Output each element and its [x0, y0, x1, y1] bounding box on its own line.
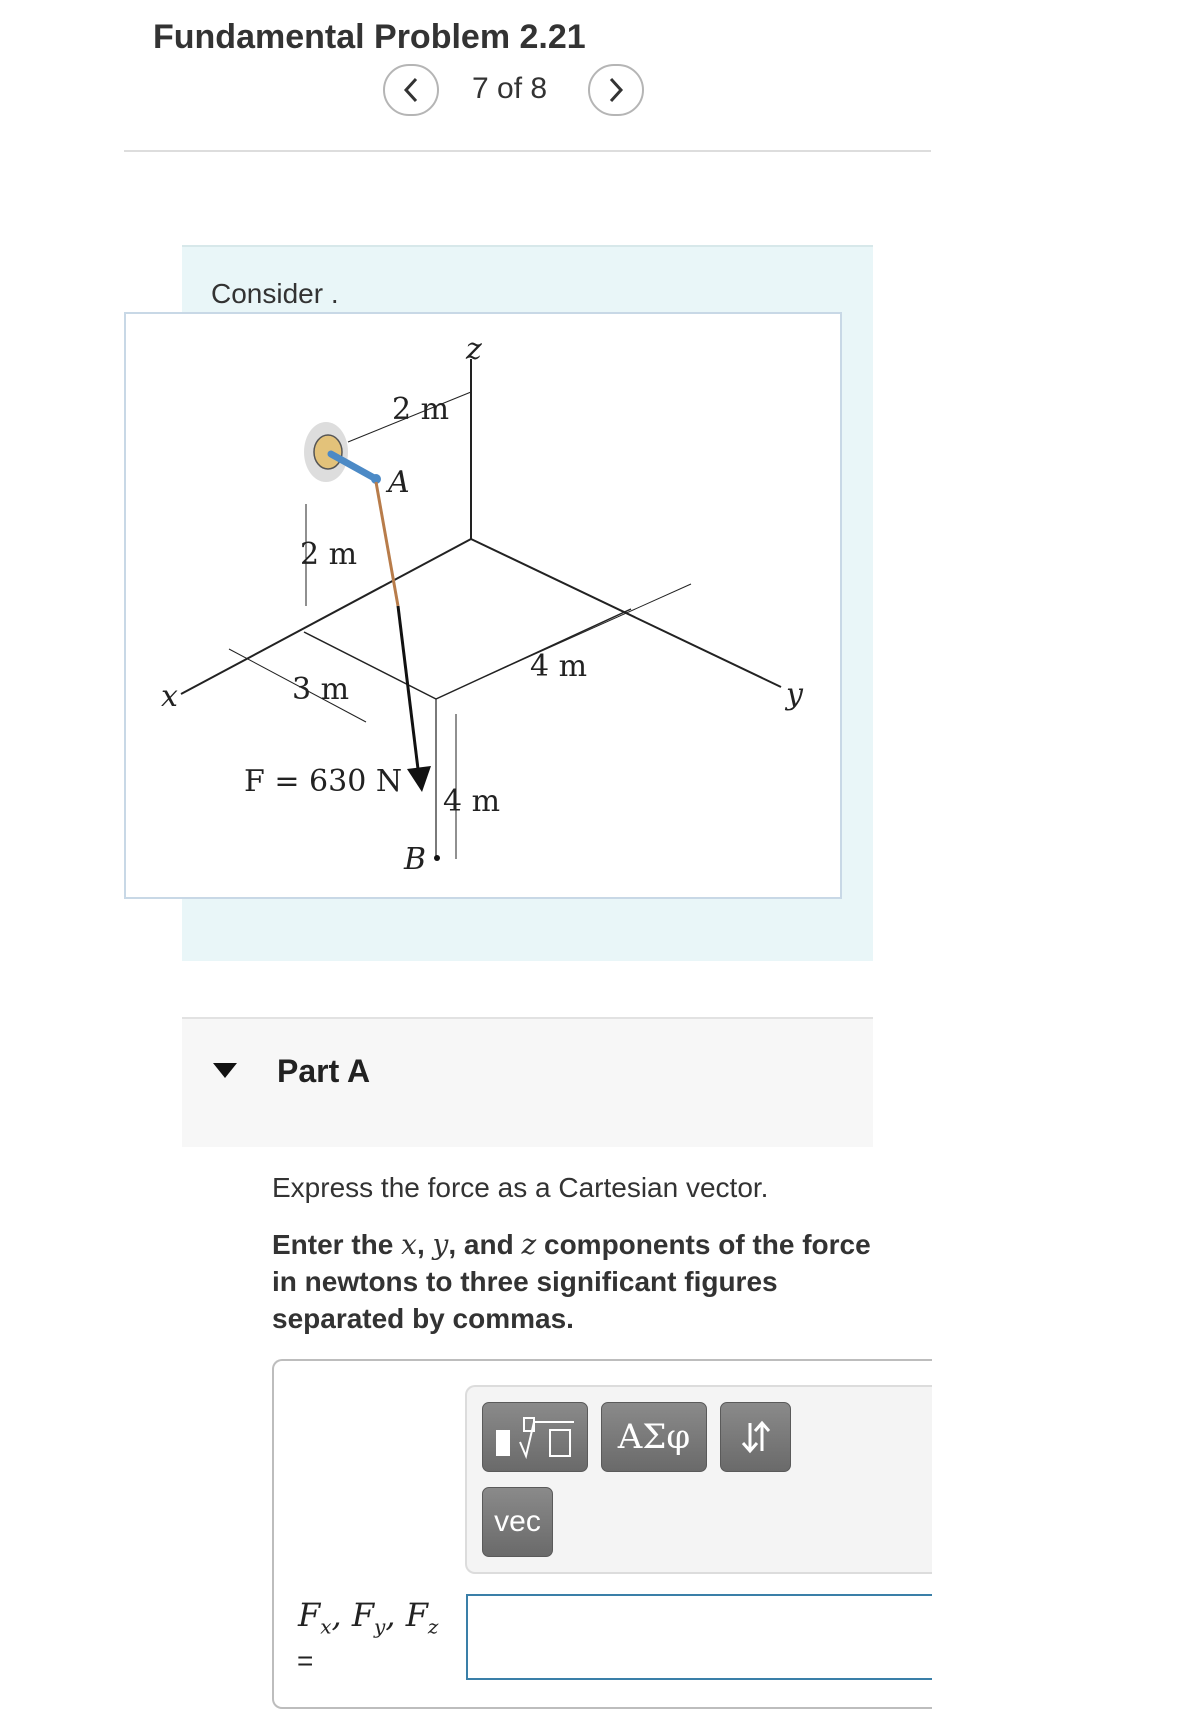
point-a-label: A: [388, 465, 410, 500]
var-z: z: [521, 1228, 537, 1261]
next-button[interactable]: [588, 64, 644, 116]
z-axis-label: z: [466, 332, 482, 367]
point-b-label: B: [404, 842, 427, 877]
instruction-sep: ,: [416, 1229, 433, 1260]
var-y: y: [432, 1228, 449, 1261]
part-a-label: Part A: [277, 1053, 371, 1089]
instruction-sep: , and: [448, 1229, 522, 1260]
chevron-right-icon: [605, 76, 627, 104]
instruction-text: Enter the: [272, 1229, 402, 1260]
comma: ,: [385, 1596, 406, 1634]
answer-variable-label: [298, 1596, 438, 1638]
greek-symbols-button[interactable]: ΑΣφ: [601, 1402, 707, 1472]
instruction-text: components of the force in newtons to three significant figures separated by commas.: [272, 1229, 871, 1334]
subscript-z: z: [427, 1614, 439, 1639]
collapse-caret-icon[interactable]: [213, 1063, 237, 1078]
problem-figure: [124, 312, 842, 899]
dim-y-label: 4 m: [530, 649, 588, 684]
var-x: x: [401, 1228, 417, 1261]
vec-button[interactable]: vec: [482, 1487, 553, 1557]
force-diagram: [126, 314, 844, 901]
part-a-prompt: Express the force as a Cartesian vector.: [272, 1172, 769, 1203]
divider: [124, 150, 931, 152]
subscript-y: y: [374, 1614, 386, 1639]
dim-left-label: 2 m: [300, 537, 358, 572]
x-axis-label: x: [161, 679, 178, 714]
dim-vertical-label: 4 m: [443, 784, 501, 819]
dim-x-label: 3 m: [292, 672, 350, 707]
f-symbol: F: [298, 1596, 321, 1634]
part-a-instructions: [272, 1226, 872, 1337]
f-symbol: F: [405, 1596, 428, 1634]
math-toolbar: [465, 1385, 932, 1574]
f-symbol: F: [351, 1596, 375, 1634]
problem-counter: 7 of 8: [472, 72, 548, 105]
y-axis-label: y: [786, 677, 803, 712]
page-title: Fundamental Problem 2.21: [153, 18, 586, 56]
template-button[interactable]: [482, 1402, 588, 1472]
comma: ,: [331, 1596, 352, 1634]
previous-button[interactable]: [383, 64, 439, 116]
swap-button[interactable]: [720, 1402, 791, 1472]
template-icon: [490, 1412, 580, 1462]
dim-top-label: 2 m: [392, 392, 450, 427]
swap-arrows-icon: [739, 1419, 773, 1455]
force-label: F = 630 N: [244, 764, 403, 799]
answer-input[interactable]: [466, 1594, 932, 1680]
intro-text: Consider .: [211, 278, 339, 309]
chevron-left-icon: [400, 76, 422, 104]
subscript-x: x: [320, 1614, 332, 1639]
equals-sign: =: [297, 1645, 314, 1676]
